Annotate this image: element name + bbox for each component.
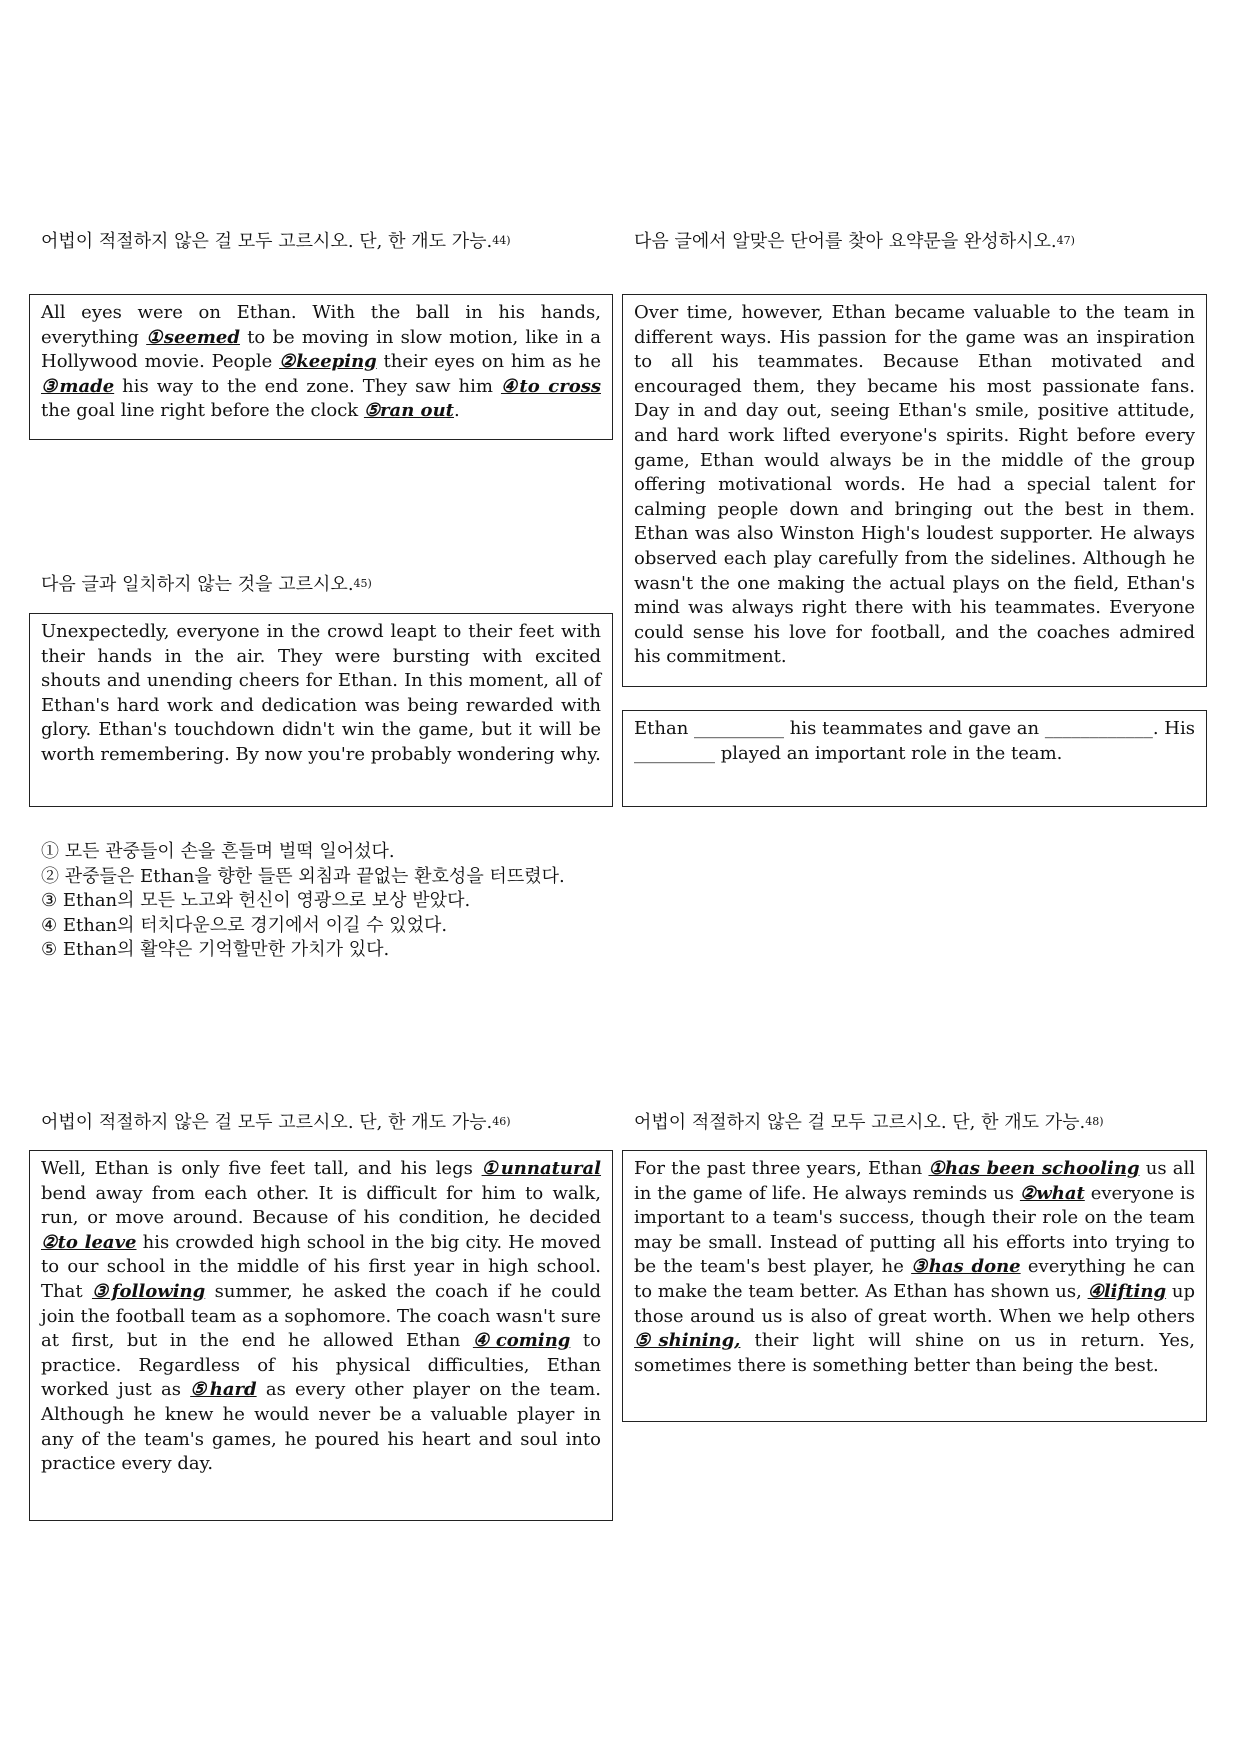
question-number: 45) [353, 577, 372, 590]
answer-choices-45 [41, 840, 601, 963]
underlined-option-1[interactable]: ①unnatural [481, 1158, 602, 1179]
underlined-option-4[interactable]: ④to cross [500, 375, 601, 397]
underlined-option-2[interactable]: ②to leave [41, 1231, 137, 1253]
question-number: 44) [492, 234, 511, 247]
question-47-instruction: 다음 글에서 알맞은 단어를 찾아 요약문을 완성하시오.$^{47)}$ [634, 231, 1075, 252]
passage-47: Over time, however, Ethan became valuable to the team in different ways. His passion for the game was an inspiration to all his teammates. Because Ethan motivated and encouraged them, they became his most passionate fans. Day in and day out, seeing Ethan's smile, positive attitude, and hard work lifted everyone's spirits. Right before every game, Ethan would always be in the middle of the group offering motivational words. He had a special talent for calming people down and bringing out the best in them. Ethan was also Winston High's loudest supporter. He always observed each play carefully from the sidelines. Although he wasn't the one making the actual plays on the field, Ethan's mind was always right there with his teammates. Everyone could sense his love for football, and the coaches admired his commitment. [622, 294, 1207, 687]
underlined-option-3[interactable]: ③following [91, 1280, 206, 1302]
question-44-instruction: 어법이 적절하지 않은 걸 모두 고르시오. 단, 한 개도 가능.$^{44)}$ [41, 231, 511, 252]
summary-box-47: Ethan __________ his teammates and gave an ____________. His _________ played an important role in the team. [622, 710, 1207, 807]
underlined-option-5[interactable]: ⑤shining, [634, 1330, 741, 1352]
question-48-instruction: 어법이 적절하지 않은 걸 모두 고르시오. 단, 한 개도 가능.$^{48)}$ [634, 1112, 1104, 1133]
underlined-option-3[interactable]: ③made [41, 375, 115, 397]
question-number: 48) [1085, 1115, 1104, 1128]
question-45-instruction: 다음 글과 일치하지 않는 것을 고르시오.$^{45)}$ [41, 574, 372, 595]
underlined-option-3[interactable]: ③has done [911, 1256, 1021, 1278]
passage-48: For the past three years, Ethan ①has been schooling us all in the game of life. He always reminds us ②what everyone is important to a team's success, though their role on the team may be small. Instead of putting all his efforts into trying to be the team's best player, he ③has done everything he can to make the team better. As Ethan has shown us, ④lifting up those around us is also of great worth. When we help others ⑤shining, their light will shine on us in return. Yes, sometimes there is something better than being the best. [622, 1150, 1207, 1422]
passage-46: Well, Ethan is only five feet tall, and his legs ①unnatural bend away from each other. It is difficult for him to walk, run, or move around. Because of his condition, he decided ②to leave his crowded high school in the big city. He moved to our school in the middle of his first year in high school. That ③following summer, he asked the coach if he could join the football team as a sophomore. The coach wasn't sure at first, but in the end he allowed Ethan ④coming to practice. Regardless of his physical difficulties, Ethan worked just as ⑤hard as every other player on the team. Although he knew he would never be a valuable player in any of the team's games, he poured his heart and soul into practice every day. [29, 1150, 613, 1521]
underlined-option-4[interactable]: ④coming [472, 1330, 571, 1352]
choice-2[interactable]: ② 관중들은 Ethan을 향한 들뜬 외침과 끝없는 환호성을 터뜨렸다. [41, 865, 565, 887]
choice-5[interactable]: ⑤ Ethan의 활약은 기억할만한 가치가 있다. [41, 939, 390, 960]
underlined-option-2[interactable]: ②keeping [279, 351, 377, 373]
question-number: 47) [1056, 234, 1075, 247]
underlined-option-1[interactable]: ①has been schooling [928, 1158, 1140, 1179]
underlined-option-4[interactable]: ④lifting [1087, 1280, 1167, 1302]
choice-1[interactable]: ① 모든 관중들이 손을 흔들며 벌떡 일어섰다. [41, 841, 395, 862]
choice-3[interactable]: ③ Ethan의 모든 노고와 헌신이 영광으로 보상 받았다. [41, 890, 471, 911]
choice-4[interactable]: ④ Ethan의 터치다운으로 경기에서 이길 수 있었다. [41, 914, 448, 936]
question-number: 46) [492, 1115, 511, 1128]
underlined-option-5[interactable]: ⑤hard [190, 1379, 257, 1401]
underlined-option-5[interactable]: ⑤ran out [363, 400, 454, 422]
underlined-option-1[interactable]: ①seemed [146, 326, 240, 348]
passage-45: Unexpectedly, everyone in the crowd leapt to their feet with their hands in the air. They were bursting with excited shouts and unending cheers for Ethan. In this moment, all of Ethan's hard work and dedication was being rewarded with glory. Ethan's touchdown didn't win the game, but it will be worth remembering. By now you're probably wondering why. [29, 613, 613, 807]
underlined-option-2[interactable]: ②what [1019, 1182, 1085, 1204]
question-46-instruction: 어법이 적절하지 않은 걸 모두 고르시오. 단, 한 개도 가능.$^{46)}$ [41, 1112, 511, 1133]
passage-44: All eyes were on Ethan. With the ball in his hands, everything ①seemed to be moving in slow motion, like in a Hollywood movie. People ②keeping their eyes on him as he ③made his way to the end zone. They saw him ④to cross the goal line right before the clock ⑤ran out. [29, 294, 613, 440]
